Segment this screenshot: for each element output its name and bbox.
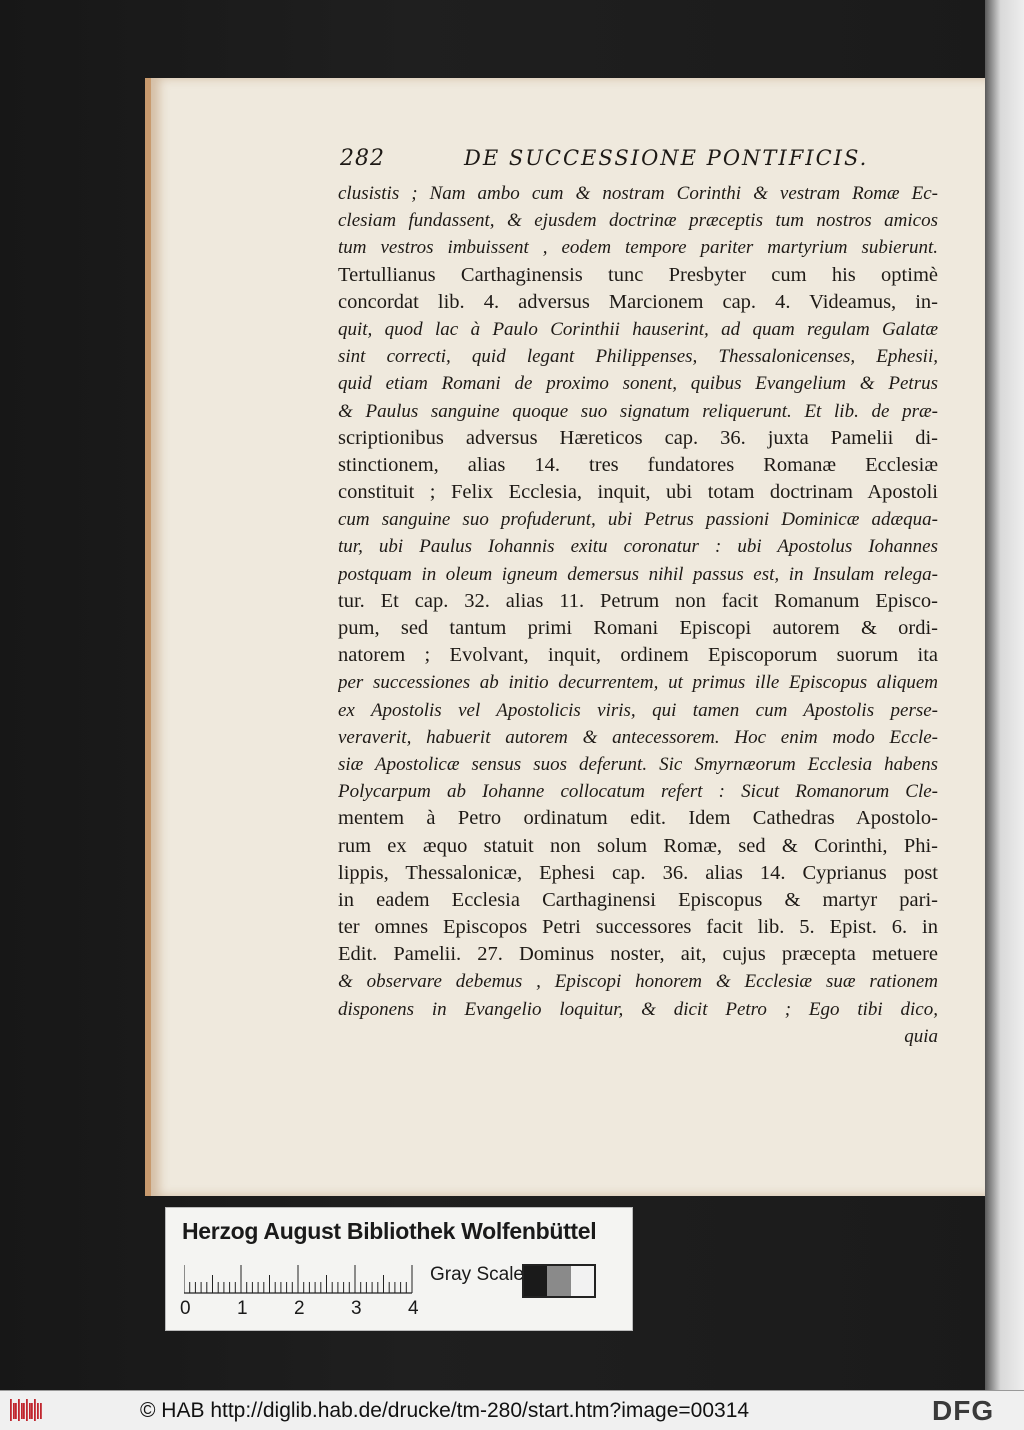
library-name: Herzog August Bibliothek Wolfenbüttel: [182, 1218, 597, 1244]
ruler: [184, 1264, 424, 1294]
text-line: disponens in Evangelio loquitur, & dicit Petro ; Ego tibi dico,: [338, 998, 938, 1020]
text-line: mentem à Petro ordinatum edit. Idem Cathedras Apostolo-: [338, 807, 938, 830]
barcode-bar: [23, 1403, 25, 1419]
text-line: rum ex æquo statuit non solum Romæ, sed & Corinthi, Phi-: [338, 834, 938, 857]
text-line: veraverit, habuerit autorem & antecessorem. Hoc enim modo Eccle-: [338, 726, 938, 748]
text-line: cum sanguine suo profuderunt, ubi Petrus passioni Dominicæ adæqua-: [338, 509, 938, 531]
text-line: constituit ; Felix Ecclesia, inquit, ubi totam doctrinam Apostoli: [338, 481, 938, 504]
copyright-url[interactable]: © HAB http://diglib.hab.de/drucke/tm-280/start.htm?image=00314: [140, 1399, 750, 1422]
page-header: [340, 140, 940, 176]
barcode-bar: [18, 1399, 20, 1421]
gray-scale-label: Gray Scale: [430, 1264, 524, 1285]
barcode-bar: [40, 1403, 42, 1419]
catchword: quia: [904, 1025, 938, 1047]
dfg-logo: DFG: [932, 1395, 995, 1426]
barcode-bar: [26, 1399, 28, 1421]
ruler-number: 1: [237, 1298, 248, 1319]
text-line: tur, ubi Paulus Iohannis exitu coronatur : ubi Apostolus Iohannes: [338, 536, 938, 558]
footer-bar: [0, 1390, 1024, 1430]
barcode-bar: [31, 1403, 33, 1419]
ruler-number: 3: [351, 1298, 362, 1319]
text-line: tum vestros imbuissent , eodem tempore pariter martyrium subierunt.: [338, 237, 938, 259]
text-line: Tertullianus Carthaginensis tunc Presbyter cum his optimè: [338, 263, 938, 286]
text-line: & Paulus sanguine quoque suo signatum reliquerunt. Et lib. de præ-: [338, 400, 938, 422]
barcode-bar: [13, 1403, 15, 1419]
text-line: lippis, Thessalonicæ, Ephesi cap. 36. alias 14. Cyprianus post: [338, 861, 938, 884]
text-line: ex Apostolis vel Apostolicis viris, qui tamen cum Apostolis perse-: [338, 699, 938, 721]
barcode-bar: [37, 1403, 39, 1419]
gray-swatch: [547, 1266, 570, 1296]
text-block: [338, 180, 938, 1050]
text-line: in eadem Ecclesia Carthaginensi Episcopus & martyr pari-: [338, 888, 938, 911]
ruler-number: 0: [180, 1298, 191, 1319]
text-line: quit, quod lac à Paulo Corinthii hauserint, ad quam regulam Galatæ: [338, 318, 938, 340]
barcode-bar: [15, 1403, 17, 1419]
library-label: [165, 1207, 633, 1331]
text-line: ter omnes Episcopos Petri successores facit lib. 5. Epist. 6. in: [338, 916, 938, 939]
text-line: tur. Et cap. 32. alias 11. Petrum non facit Romanum Episco-: [338, 589, 938, 612]
page-number: 282: [340, 146, 385, 171]
text-line: per successiones ab initio decurrentem, ut primus ille Episcopus aliquem: [338, 672, 938, 694]
text-line: stinctionem, alias 14. tres fundatores Romanæ Ecclesiæ: [338, 453, 938, 476]
barcode-bar: [29, 1403, 31, 1419]
text-line: concordat lib. 4. adversus Marcionem cap. 4. Videamus, in-: [338, 290, 938, 313]
barcode-bar: [10, 1399, 12, 1421]
text-line: scriptionibus adversus Hæreticos cap. 36. juxta Pamelii di-: [338, 426, 938, 449]
ruler-number: 4: [408, 1298, 419, 1319]
gray-swatch: [524, 1266, 547, 1296]
ruler-number: 2: [294, 1298, 305, 1319]
text-line: postquam in oleum igneum demersus nihil passus est, in Insulam relega-: [338, 563, 938, 585]
barcode-bar: [34, 1399, 36, 1421]
text-line: pum, sed tantum primi Romani Episcopi autorem & ordi-: [338, 617, 938, 639]
barcode-bar: [21, 1403, 23, 1419]
ruler-numbers: [176, 1298, 436, 1320]
book-edge-strip: [985, 0, 1024, 1390]
text-line: quid etiam Romani de proximo sonent, quibus Evangelium & Petrus: [338, 373, 938, 395]
hab-barcode-logo-icon: [8, 1397, 44, 1423]
gray-scale-swatches: [522, 1264, 596, 1298]
text-line: natorem ; Evolvant, inquit, ordinem Episcoporum suorum ita: [338, 644, 938, 667]
text-line: siæ Apostolicæ sensus suos deferunt. Sic Smyrnæorum Ecclesia habens: [338, 753, 938, 775]
text-line: Polycarpum ab Iohanne collocatum refert : Sicut Romanorum Cle-: [338, 781, 938, 803]
text-line: Edit. Pamelii. 27. Dominus noster, ait, cujus præcepta metuere: [338, 943, 938, 966]
text-line: clusistis ; Nam ambo cum & nostram Corinthi & vestram Romæ Ec-: [338, 183, 938, 204]
text-line: & observare debemus , Episcopi honorem & Ecclesiæ suæ rationem: [338, 971, 938, 993]
text-line: sint correcti, quid legant Philippenses, Thessalonicenses, Ephesii,: [338, 346, 938, 368]
text-line: clesiam fundassent, & ejusdem doctrinæ præceptis tum nostros amicos: [338, 210, 938, 232]
running-head: DE SUCCESSIONE PONTIFICIS.: [464, 146, 869, 170]
gray-swatch: [571, 1266, 594, 1296]
